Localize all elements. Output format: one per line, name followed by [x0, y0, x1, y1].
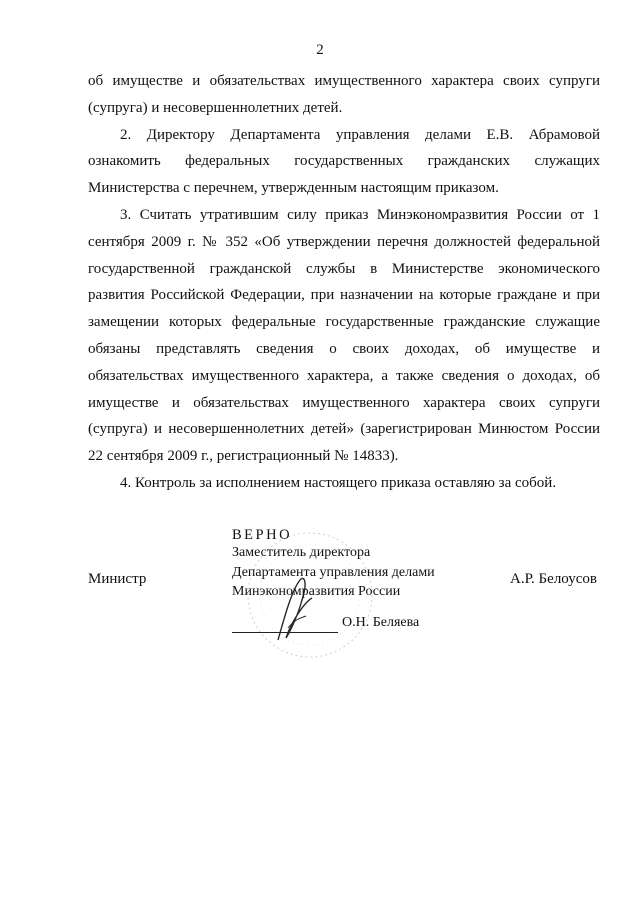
paragraph-2: 2. Директору Департамента управления делами Е.В. Абрамовой ознакомить федеральных государственных гражданских служащих Министерства с перечнем, утвержденным настоящим приказом.	[88, 126, 600, 197]
minister-name: А.Р. Белоусов	[510, 571, 597, 587]
certifier-line-2: Департамента управления делами	[232, 565, 435, 580]
certifier-line-1: Заместитель директора	[232, 545, 371, 560]
certifier-line-3: Минэкономразвития России	[232, 584, 401, 599]
paragraph-3: 3. Считать утратившим силу приказ Минэкономразвития России от 1 сентября 2009 г. № 352 «Об утверждении перечня должностей федеральной государственной гражданской службы в Министерстве экономического развития Российской Федерации, при назначении на которые граждане и при замещении которых федеральные государственные гражданские служащие обязаны представлять сведения о своих доходах, об имуществе и обязательствах имущественного характера, а также сведения о доходах, об имуществе и обязательствах имущественного характера своих супруги (супруга) и несовершеннолетних детей» (зарегистрирован Минюстом России 22 сентября 2009 г., регистрационный № 14833).	[88, 206, 600, 465]
verno-mark: ВЕРНО	[232, 527, 293, 543]
page-number: 2	[316, 42, 324, 58]
document-body	[88, 68, 600, 497]
signature-line	[232, 632, 338, 633]
minister-title: Министр	[88, 571, 147, 587]
certifier-name: О.Н. Беляева	[342, 615, 420, 630]
paragraph-continuation: об имуществе и обязательствах имущественного характера своих супруги (супруга) и несовершеннолетних детей.	[88, 73, 600, 116]
paragraph-4: 4. Контроль за исполнением настоящего приказа оставляю за собой.	[120, 474, 557, 491]
